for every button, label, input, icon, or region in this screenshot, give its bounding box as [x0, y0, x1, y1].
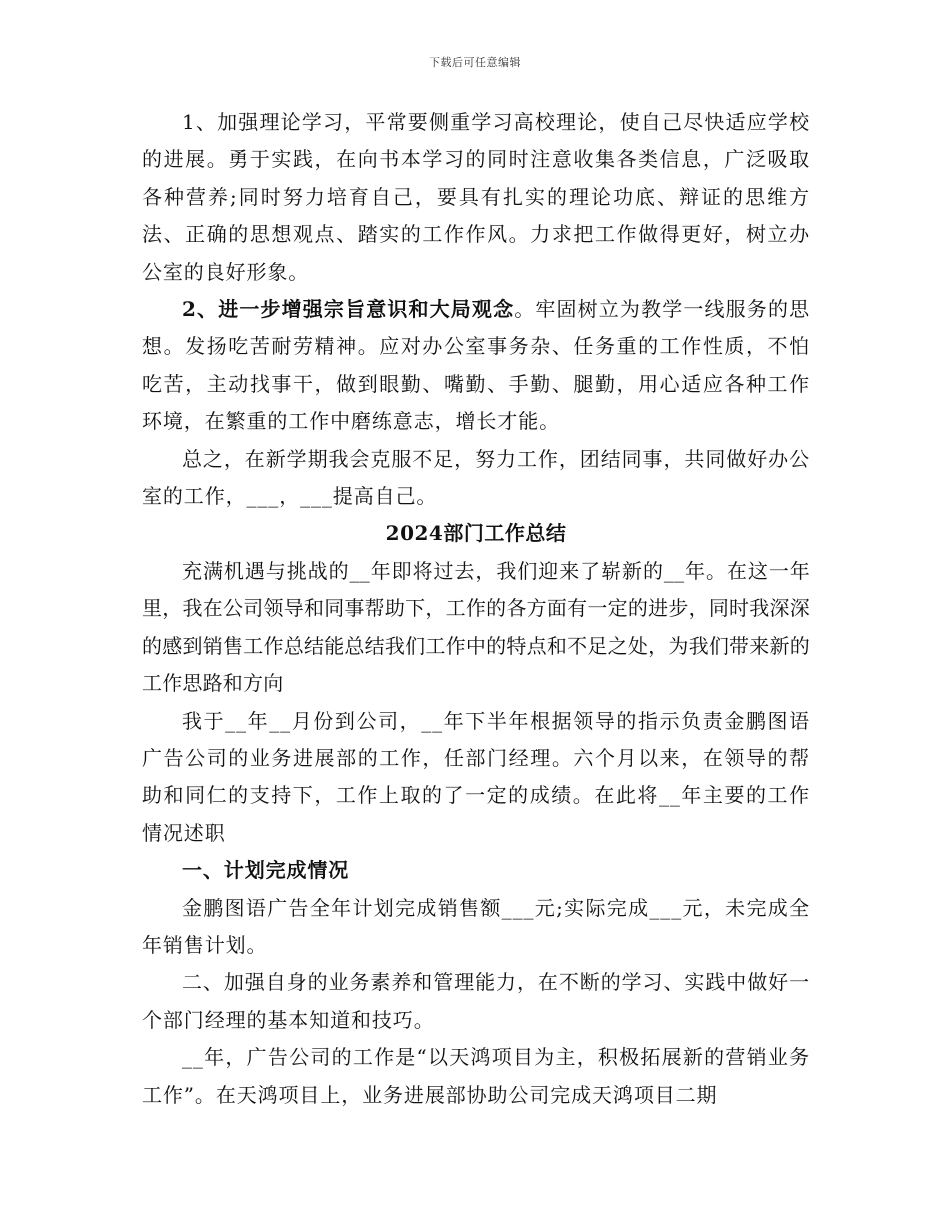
page-header: 下载后可任意编辑 [429, 56, 521, 69]
paragraph-awareness [142, 291, 810, 441]
paragraph-theory-study: 1、加强理论学习，平常要侧重学习高校理论，使自己尽快适应学校的进展。勇于实践，在向书本学习的同时注意收集各类信息，广泛吸取各种营养;同时努力培育自己，要具有扎实的理论功底、辩证的思维方法、正确的思想观点、踏实的工作作风。力求把工作做得更好，树立办公室的良好形象。 [142, 110, 810, 284]
heading-plan-completion: 一、计划完成情况 [182, 858, 350, 883]
paragraph-sales-plan: 金鹏图语广告全年计划完成销售额___元;实际完成___元，未完成全年销售计划。 [142, 895, 810, 957]
paragraph-background: 我于__年__月份到公司，__年下半年根据领导的指示负责金鹏图语广告公司的业务进展部的工作，任部门经理。六个月以来，在领导的帮助和同仁的支持下，工作上取的了一定的成绩。在此将__年主要的工作情况述职 [142, 708, 810, 845]
paragraph-awareness-text: 。牢固树立为教学一线服务的思想。发扬吃苦耐劳精神。应对办公室事务杂、任务重的工作性质，不怕吃苦，主动找事干，做到眼勤、嘴勤、手勤、腿勤，用心适应各种工作环境，在繁重的工作中磨练意志，增长才能。 [142, 297, 810, 434]
document-body [142, 104, 810, 1114]
paragraph-management-skills: 二、加强自身的业务素养和管理能力，在不断的学习、实践中做好一个部门经理的基本知道和技巧。 [142, 970, 810, 1032]
paragraph-intro: 充满机遇与挑战的__年即将过去，我们迎来了崭新的__年。在这一年里，我在公司领导和同事帮助下，工作的各方面有一定的进步，同时我深深的感到销售工作总结能总结我们工作中的特点和不足之处，为我们带来新的工作思路和方向 [142, 558, 810, 696]
section-title: 2024部门工作总结 [385, 521, 567, 546]
paragraph-tianhong-project: __年，广告公司的工作是“以天鸿项目为主，积极拓展新的营销业务工作”。在天鸿项目上，业务进展部协助公司完成天鸿项目二期 [142, 1045, 810, 1107]
paragraph-conclusion: 总之，在新学期我会克服不足，努力工作，团结同事，共同做好办公室的工作，___，___提高自己。 [142, 446, 810, 509]
paragraph-awareness-heading: 2、进一步增强宗旨意识和大局观念 [182, 297, 515, 322]
